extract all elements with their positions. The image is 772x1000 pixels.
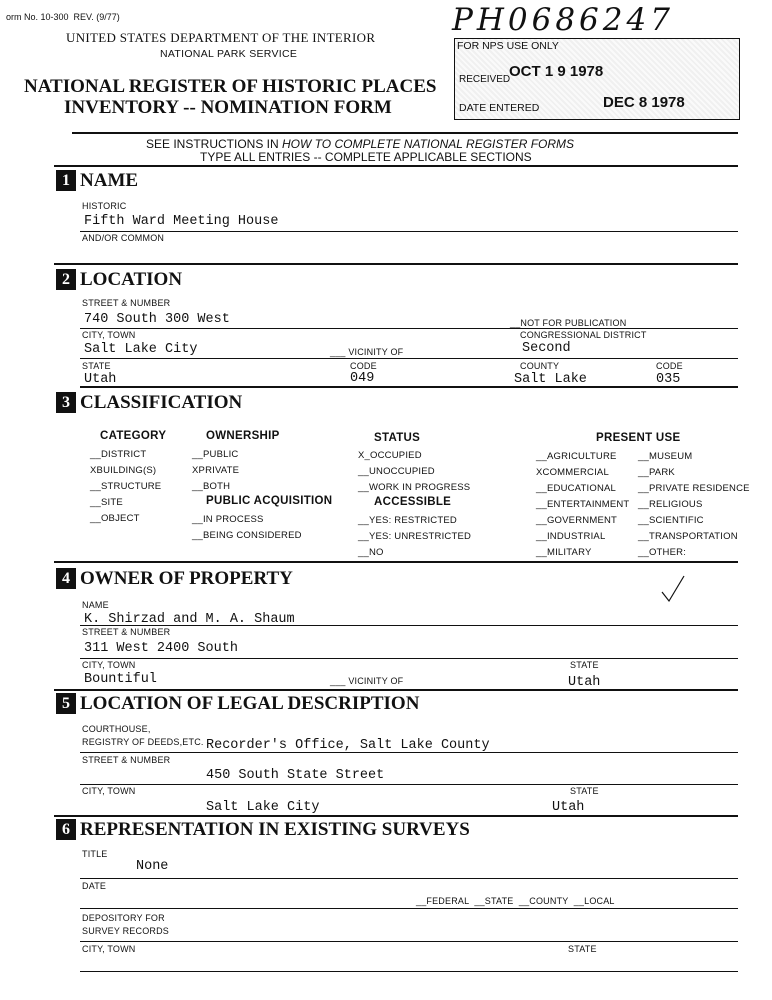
present-use-option: __ENTERTAINMENT — [536, 499, 630, 510]
handwritten-record-id: PH0686247 — [452, 2, 674, 38]
category-heading: CATEGORY — [100, 430, 167, 442]
section-title: LOCATION — [80, 269, 183, 290]
survey-date-underline — [80, 908, 738, 909]
category-option: __DISTRICT — [90, 449, 147, 460]
not-for-publication-option: __NOT FOR PUBLICATION — [510, 318, 627, 328]
checkmark-icon — [660, 574, 686, 604]
present-use-option: __PRIVATE RESIDENCE — [638, 483, 750, 494]
section-number: 4 — [56, 568, 76, 589]
street-number-value: 740 South 300 West — [84, 312, 230, 327]
survey-title-underline — [80, 878, 738, 879]
section-title: REPRESENTATION IN EXISTING SURVEYS — [80, 819, 470, 840]
present-use-option: __RELIGIOUS — [638, 499, 703, 510]
section1-divider — [54, 263, 738, 265]
state-label: STATE — [82, 361, 111, 371]
instructions-line1: SEE INSTRUCTIONS IN HOW TO COMPLETE NATIONAL REGISTER FORMS — [146, 137, 575, 151]
present-use-option: __GOVERNMENT — [536, 515, 618, 526]
status-option: X_OCCUPIED — [358, 450, 422, 461]
ownership-heading: OWNERSHIP — [206, 430, 280, 442]
acquisition-option: __IN PROCESS — [192, 514, 264, 525]
historic-label: HISTORIC — [82, 201, 127, 211]
survey-city-underline — [80, 971, 738, 972]
legal-city-value: Salt Lake City — [206, 800, 320, 815]
form-title-line1: NATIONAL REGISTER OF HISTORIC PLACES — [24, 76, 437, 97]
owner-city-label: CITY, TOWN — [82, 660, 136, 670]
county-code-label: CODE — [656, 361, 683, 371]
section3-divider — [54, 561, 738, 563]
legal-street-value: 450 South State Street — [206, 768, 385, 783]
instructions-divider — [54, 165, 738, 167]
public-acquisition-heading: PUBLIC ACQUISITION — [206, 495, 333, 507]
form-title-line2: INVENTORY -- NOMINATION FORM — [64, 97, 392, 118]
city-town-value: Salt Lake City — [84, 342, 198, 357]
street-number-label: STREET & NUMBER — [82, 298, 171, 308]
date-entered-stamp: DEC 8 1978 — [603, 94, 685, 111]
depository-underline — [80, 941, 738, 942]
status-option: __UNOCCUPIED — [358, 466, 435, 477]
accessible-option: __NO — [358, 547, 384, 558]
survey-date-label: DATE — [82, 881, 107, 891]
code-value: 049 — [350, 371, 375, 386]
category-option: __STRUCTURE — [90, 481, 162, 492]
present-use-option: __MUSEUM — [638, 451, 693, 462]
courthouse-label: COURTHOUSE, — [82, 724, 151, 734]
survey-title-label: TITLE — [82, 849, 108, 859]
state-value: Utah — [84, 372, 117, 387]
section-number: 5 — [56, 693, 76, 714]
ownership-option: XPRIVATE — [192, 465, 240, 476]
nps-use-only-box — [454, 38, 740, 120]
department-name: UNITED STATES DEPARTMENT OF THE INTERIOR — [66, 30, 376, 45]
section-number: 6 — [56, 819, 76, 840]
present-use-option: XCOMMERCIAL — [536, 467, 609, 478]
present-use-option: __MILITARY — [536, 547, 592, 558]
section5-divider — [54, 815, 738, 817]
owner-vicinity-label: ___ VICINITY OF — [330, 676, 404, 686]
owner-name-underline — [80, 625, 738, 626]
survey-title-value: None — [136, 859, 169, 874]
revision-label: REV. (9/77) — [73, 12, 120, 22]
owner-state-value: Utah — [568, 675, 601, 690]
status-option: __WORK IN PROGRESS — [358, 482, 471, 493]
survey-city-label: CITY, TOWN — [82, 944, 136, 954]
owner-name-value: K. Shirzad and M. A. Shaum — [84, 612, 295, 627]
county-label: COUNTY — [520, 361, 560, 371]
historic-underline — [80, 231, 738, 232]
acquisition-option: __BEING CONSIDERED — [192, 530, 302, 541]
congressional-district-label: CONGRESSIONAL DISTRICT — [520, 330, 647, 340]
instructions-line2: TYPE ALL ENTRIES -- COMPLETE APPLICABLE SECTIONS — [200, 150, 532, 164]
section-title: OWNER OF PROPERTY — [80, 568, 293, 589]
section-title: LOCATION OF LEGAL DESCRIPTION — [80, 693, 420, 714]
owner-street-value: 311 West 2400 South — [84, 641, 238, 656]
present-use-heading: PRESENT USE — [596, 432, 681, 444]
received-label: RECEIVED — [459, 74, 511, 85]
section-title: NAME — [80, 170, 139, 191]
accessible-heading: ACCESSIBLE — [374, 496, 452, 508]
section-title: CLASSIFICATION — [80, 392, 243, 413]
status-heading: STATUS — [374, 432, 421, 444]
city-town-label: CITY, TOWN — [82, 330, 136, 340]
accessible-option: __YES: UNRESTRICTED — [358, 531, 472, 542]
common-name-label: AND/OR COMMON — [82, 233, 165, 243]
legal-street-underline — [80, 784, 738, 785]
courthouse-underline — [80, 752, 738, 753]
category-option: XBUILDING(S) — [90, 465, 157, 476]
date-entered-label: DATE ENTERED — [459, 102, 540, 114]
survey-state-label: STATE — [568, 944, 597, 954]
section-number: 2 — [56, 269, 76, 290]
owner-state-label: STATE — [570, 660, 599, 670]
category-option: __SITE — [90, 497, 123, 508]
section4-divider — [54, 689, 738, 691]
owner-city-value: Bountiful — [84, 672, 157, 687]
survey-level-options: __FEDERAL __STATE __COUNTY __LOCAL — [416, 896, 615, 906]
present-use-option: __EDUCATIONAL — [536, 483, 617, 494]
header-divider — [72, 132, 738, 134]
owner-street-underline — [80, 658, 738, 659]
vicinity-of-label: ___ VICINITY OF — [330, 347, 404, 357]
owner-street-label: STREET & NUMBER — [82, 627, 171, 637]
street-underline — [80, 328, 738, 329]
county-code-value: 035 — [656, 372, 681, 387]
present-use-option: __INDUSTRIAL — [536, 531, 606, 542]
present-use-option: __OTHER: — [638, 547, 687, 558]
ownership-option: __PUBLIC — [192, 449, 239, 460]
present-use-option: __SCIENTIFIC — [638, 515, 704, 526]
courthouse-value: Recorder's Office, Salt Lake County — [206, 738, 490, 753]
depository-label-line2: SURVEY RECORDS — [82, 926, 169, 936]
received-date-stamp: OCT 1 9 1978 — [509, 63, 604, 80]
congressional-district-value: Second — [522, 341, 571, 356]
historic-name-value: Fifth Ward Meeting House — [84, 214, 279, 229]
present-use-option: __TRANSPORTATION — [638, 531, 738, 542]
present-use-option: __AGRICULTURE — [536, 451, 617, 462]
depository-label-line1: DEPOSITORY FOR — [82, 913, 165, 923]
service-name: NATIONAL PARK SERVICE — [160, 48, 298, 60]
legal-state-label: STATE — [570, 786, 599, 796]
section-number: 3 — [56, 392, 76, 413]
section-number: 1 — [56, 170, 76, 191]
owner-name-label: NAME — [82, 600, 109, 610]
section2-divider — [80, 386, 738, 388]
present-use-option: __PARK — [638, 467, 675, 478]
registry-of-deeds-label: REGISTRY OF DEEDS,ETC. — [82, 737, 204, 747]
category-option: __OBJECT — [90, 513, 140, 524]
nps-use-only-label: FOR NPS USE ONLY — [457, 40, 559, 52]
ownership-option: __BOTH — [192, 481, 231, 492]
accessible-option: __YES: RESTRICTED — [358, 515, 457, 526]
form-number: orm No. 10-300 REV. (9/77) — [6, 12, 120, 22]
code-label: CODE — [350, 361, 377, 371]
legal-city-label: CITY, TOWN — [82, 786, 136, 796]
legal-state-value: Utah — [552, 800, 585, 815]
city-underline — [80, 358, 738, 359]
county-value: Salt Lake — [514, 372, 587, 387]
legal-street-label: STREET & NUMBER — [82, 755, 171, 765]
